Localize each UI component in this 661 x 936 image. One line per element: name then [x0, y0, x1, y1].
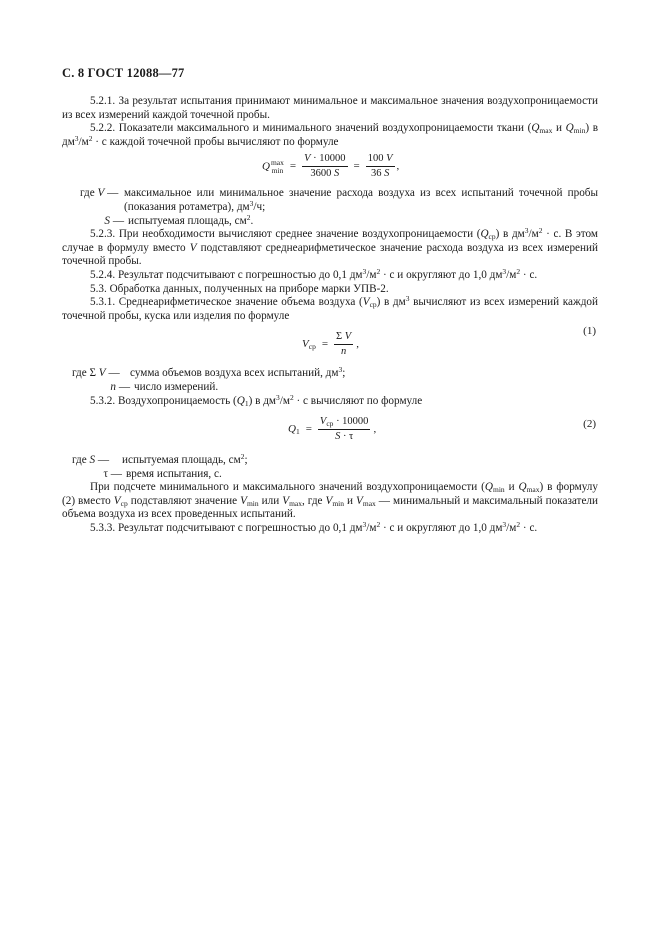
paragraph-5-3-1: 5.3.1. Среднеарифметическое значение объема воздуха $(V_{ср})$ в $дм^3$ вычисляют из всех измерений каждой точечной пробы, куска или изделия по формуле — [62, 294, 598, 322]
definitions-2: где Σ V — сумма объемов воздуха всех испытаний, $дм^3$; n — число измерений. — [72, 365, 346, 393]
paragraph-calc: При подсчете минимального и максимального значений воздухопроницаемости ($Q_{min}$ и $Q_{max}$) в формулу (2) вместо $V_{ср}$ подставляют значение $V_{min}$ или $V_{max}$, где $V_{min}$ и $V_{max}$ — минимальный и максимальный показатели объема воздуха из всех проведенных испытаний. — [62, 481, 598, 521]
formula-number-1: (1) — [583, 325, 596, 338]
paragraph-5-2-3: 5.2.3. При необходимости вычисляют среднее значение воздухопроницаемости $(Q_{ср})$ в $дм^3/м^2 \cdot с$. В этом случае в формулу вместо V подставляют среднеарифметическое значение расхода воздуха из всех измерений точечной пробы. — [62, 226, 599, 268]
formula-1: $V_{ср}$ = $\frac{\text{Σ V}}{n}$ , (1) — [302, 325, 596, 358]
formula-q-maxmin: Q max min = $\frac{V \cdot 10000}{3600 S}$ = $\frac{100 V}{36 S}$ , — [262, 153, 400, 180]
paragraph-5-3-2: 5.3.2. Воздухопроницаемость $(Q_1)$ в $дм^3/м^2 \cdot с$ вычисляют по формуле — [90, 392, 423, 408]
document-body — [62, 95, 598, 536]
definitions-3: где S — испытуемая площадь, $см^2$; τ — время испытания, с. — [72, 452, 248, 480]
fraction-q1: $\frac{V_{ср} \cdot 10000}{S \cdot \tau}$ — [319, 416, 369, 443]
fraction-2: $\frac{100 V}{36 S}$ — [367, 153, 393, 180]
page-header: С. 8 ГОСТ 12088—77 — [62, 66, 185, 80]
formula-number-2: (2) — [583, 418, 596, 431]
fraction-1: $\frac{V \cdot 10000}{3600 S}$ — [304, 153, 346, 180]
paragraph-5-3-3: 5.3.3. Результат подсчитывают с погрешностью до 0,1 $дм^3/м^2 \cdot с$ и округляют до 1,0 $дм^3/м^2 \cdot с$. — [90, 520, 538, 535]
fraction-sum: $\frac{\text{Σ V}}{n}$ — [336, 331, 352, 358]
paragraph-5-2-2: 5.2.2. Показатели максимального и минимального значений воздухопроницаемости ткани ($Q_{max}$ и $Q_{min}$) в $дм^3/м^2 \cdot с$ каждой точечной пробы вычисляют по формуле — [62, 122, 598, 148]
paragraph-5-3: 5.3. Обработка данных, полученных на приборе марки УПВ-2. — [90, 282, 389, 295]
paragraph-5-2-1: 5.2.1. За результат испытания принимают минимальное и максимальное значения воздухопроницаемости из всех измерений каждой точечной пробы. — [62, 95, 598, 121]
definitions-1: где V — максимальное или минимальное значение расхода воздуха из всех испытаний точечной пробы (показания ротаметра), $дм^3/ч$; S — испытуемая площадь, $см^2$. — [80, 187, 598, 227]
formula-2: $Q_1$ = $\frac{V_{ср} \cdot 10000}{S \cdot \tau}$ , (2) — [288, 416, 596, 443]
paragraph-5-2-4: 5.2.4. Результат подсчитывают с погрешностью до 0,1 $дм^3/м^2 \cdot с$ и округляют до 1,0 $дм^3/м^2 \cdot с$. — [90, 266, 538, 281]
